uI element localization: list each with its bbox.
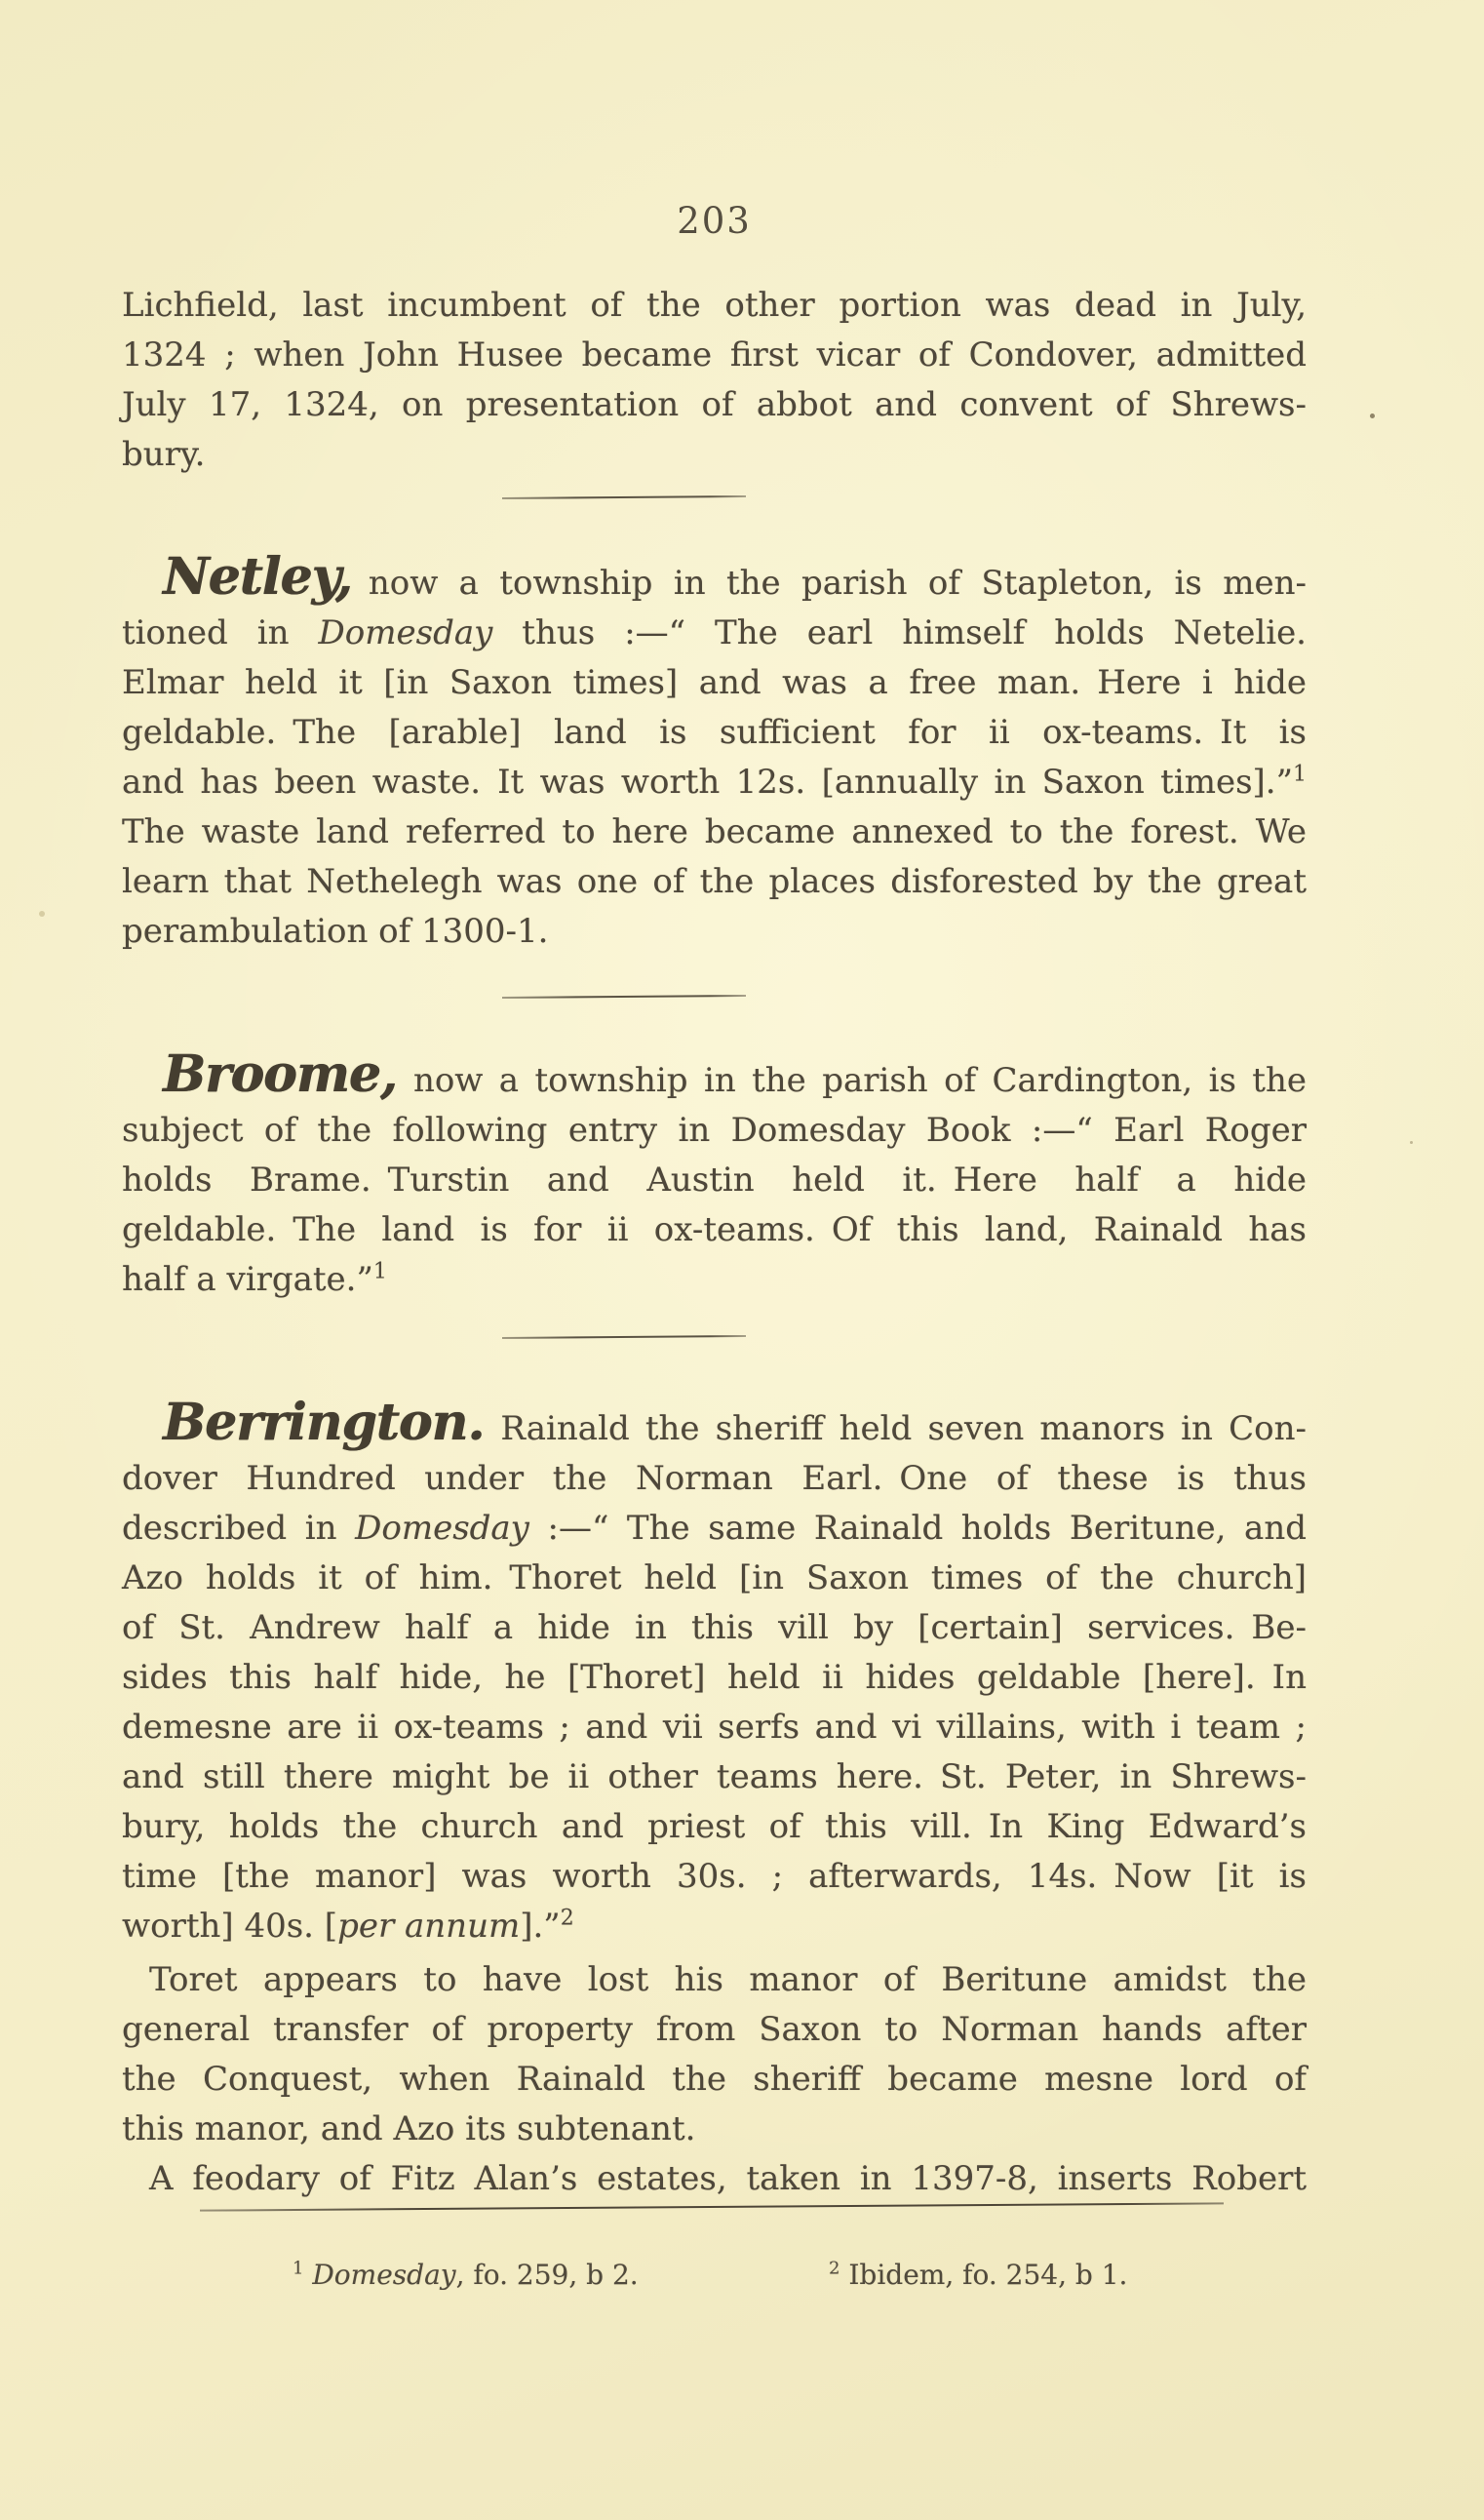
text-line — [122, 1255, 1307, 1305]
footnote-marker: 2 — [560, 1906, 574, 1931]
text-line — [122, 547, 1307, 609]
footnote-marker: 1 — [1293, 762, 1307, 787]
body-text: general transfer of property from Saxon to Norman hands after — [122, 2010, 1307, 2049]
body-text: Rainald the sheriff held seven manors in Con- — [484, 1409, 1307, 1448]
text-line — [122, 1955, 1307, 2005]
section-divider — [502, 995, 746, 999]
paper-speck — [1410, 1141, 1413, 1144]
body-text: and has been waste. It was worth 12s. [annually in Saxon times].” — [122, 763, 1293, 802]
body-text: Lichfield, last incumbent of the other portion was dead in July, — [122, 286, 1307, 325]
body-text: now a township in the parish of Cardington, is the — [396, 1061, 1307, 1100]
netley-section — [122, 547, 1307, 957]
text-line — [122, 609, 1307, 658]
text-line — [122, 380, 1307, 430]
footnote-marker: 2 — [829, 2258, 840, 2279]
text-line — [122, 1603, 1307, 1653]
text-line — [122, 2005, 1307, 2055]
footnote-2 — [829, 2259, 1127, 2291]
text-line — [122, 1554, 1307, 1603]
broome-section — [122, 1044, 1307, 1305]
body-text: learn that Nethelegh was one of the places disforested by the great — [122, 862, 1307, 901]
body-text: A feodary of Fitz Alan’s estates, taken in 1397-8, inserts Robert — [149, 2159, 1307, 2198]
footnote-1 — [293, 2259, 639, 2291]
body-text: , fo. 259, b 2. — [455, 2259, 639, 2291]
body-text: ].” — [520, 1907, 561, 1946]
body-text: 1324 ; when John Husee became first vicar of Condover, admitted — [122, 335, 1307, 374]
body-text: Ibidem, fo. 254, b 1. — [848, 2259, 1128, 2291]
text-line — [122, 1653, 1307, 1703]
text-line — [122, 1156, 1307, 1205]
body-text: July 17, 1324, on presentation of abbot and convent of Shrews- — [122, 385, 1307, 424]
body-text: Elmar held it [in Saxon times] and was a free man. Here i hide — [122, 663, 1307, 702]
footnote-marker: 1 — [372, 1259, 387, 1284]
text-line — [122, 1802, 1307, 1852]
text-line — [122, 857, 1307, 907]
body-text: half a virgate.” — [122, 1260, 373, 1299]
text-line — [122, 1902, 1307, 1951]
body-text: dover Hundred under the Norman Earl. One of these is thus — [122, 1459, 1307, 1498]
text-line — [122, 1504, 1307, 1554]
body-text: perambulation of 1300-1. — [122, 912, 549, 951]
paper-speck — [1370, 413, 1375, 418]
italic-text: Domesday — [355, 1509, 529, 1548]
text-line — [122, 2105, 1307, 2154]
feodary-paragraph — [122, 2154, 1307, 2204]
italic-text: per annum — [337, 1907, 521, 1946]
text-line — [122, 1044, 1307, 1106]
body-text: now a township in the parish of Stapleton, is men- — [351, 564, 1307, 603]
blackletter-heading: Berrington. — [163, 1393, 485, 1452]
section-divider — [502, 495, 746, 499]
text-line — [122, 281, 1307, 331]
text-line — [122, 1703, 1307, 1752]
text-line — [122, 807, 1307, 857]
body-text: demesne are ii ox-teams ; and vii serfs and vi villains, with i team ; — [122, 1708, 1307, 1747]
text-line — [122, 1205, 1307, 1255]
text-line — [122, 907, 1307, 957]
text-line — [122, 758, 1307, 807]
text-line — [122, 1752, 1307, 1802]
text-line — [122, 430, 1307, 480]
body-text: thus :—“ The earl himself holds Netelie. — [492, 613, 1307, 652]
page-text-block — [122, 281, 1307, 2307]
body-text: holds Brame. Turstin and Austin held it. Here half a hide — [122, 1161, 1307, 1200]
body-text: described in — [122, 1509, 356, 1548]
body-text: bury. — [122, 435, 206, 474]
berrington-section — [122, 1393, 1307, 1951]
continuation-paragraph — [122, 281, 1307, 480]
body-text: sides this half hide, he [Thoret] held ii hides geldable [here]. In — [122, 1658, 1307, 1697]
blackletter-heading: Broome, — [163, 1044, 397, 1104]
body-text: tioned in — [122, 613, 319, 652]
text-line — [122, 2055, 1307, 2105]
section-divider — [502, 1335, 746, 1339]
body-text: :—“ The same Rainald holds Beritune, and — [528, 1509, 1307, 1548]
body-text: and still there might be ii other teams here. St. Peter, in Shrews- — [122, 1757, 1307, 1796]
text-line — [122, 658, 1307, 708]
text-line — [122, 1852, 1307, 1902]
text-line — [122, 331, 1307, 380]
body-text: the Conquest, when Rainald the sheriff became mesne lord of — [122, 2060, 1307, 2099]
body-text: Toret appears to have lost his manor of Beritune amidst the — [149, 1960, 1307, 1999]
body-text: bury, holds the church and priest of this vill. In King Edward’s — [122, 1807, 1307, 1846]
blackletter-heading: Netley, — [163, 547, 352, 607]
body-text: this manor, and Azo its subtenant. — [122, 2109, 696, 2148]
body-text: time [the manor] was worth 30s. ; afterwards, 14s. Now [it is — [122, 1857, 1307, 1896]
italic-text: Domesday — [312, 2259, 456, 2291]
paper-speck — [39, 911, 45, 917]
body-text: worth] 40s. [ — [122, 1907, 338, 1946]
text-line — [122, 1454, 1307, 1504]
text-line — [122, 2154, 1307, 2204]
text-line — [122, 1106, 1307, 1156]
body-text: of St. Andrew half a hide in this vill by [certain] services. Be- — [122, 1608, 1307, 1647]
text-line — [122, 1393, 1307, 1454]
italic-text: Domesday — [318, 613, 493, 652]
toret-paragraph — [122, 1955, 1307, 2154]
text-blocks — [122, 281, 1307, 2204]
footnote-marker: 1 — [293, 2258, 304, 2279]
page-number: 203 — [677, 200, 752, 242]
body-text: Azo holds it of him. Thoret held [in Saxon times of the church] — [122, 1558, 1307, 1597]
body-text: The waste land referred to here became annexed to the forest. We — [122, 812, 1307, 851]
body-text: geldable. The land is for ii ox-teams. Of this land, Rainald has — [122, 1210, 1307, 1249]
body-text: geldable. The [arable] land is sufficient for ii ox-teams. It is — [122, 713, 1307, 752]
text-line — [122, 708, 1307, 758]
footnotes-row — [122, 2259, 1307, 2307]
body-text: subject of the following entry in Domesday Book :—“ Earl Roger — [122, 1111, 1307, 1150]
